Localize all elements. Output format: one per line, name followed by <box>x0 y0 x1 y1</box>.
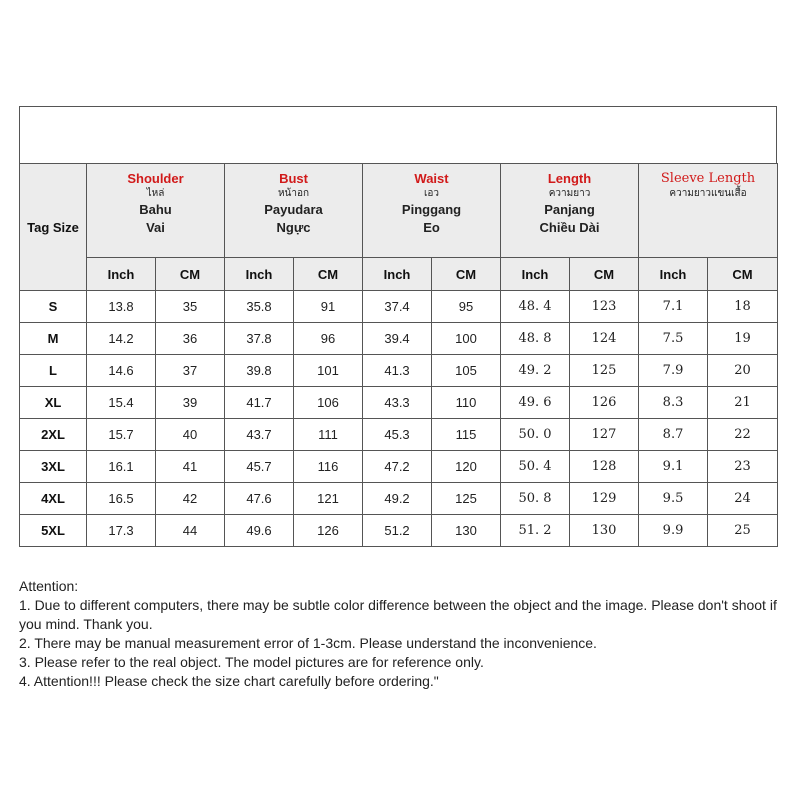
cell-bust-inch: 41.7 <box>225 387 294 419</box>
cell-sleeve-inch: 7.9 <box>639 355 708 387</box>
table-row <box>20 387 778 419</box>
cell-sleeve-inch: 7.1 <box>639 291 708 323</box>
cell-shoulder-cm: 41 <box>156 451 225 483</box>
cell-shoulder-cm: 36 <box>156 323 225 355</box>
attention-heading: Attention: <box>19 578 79 594</box>
cell-bust-cm: 106 <box>294 387 363 419</box>
column-title: Waist <box>414 170 449 186</box>
column-subtitle: Vai <box>146 219 165 235</box>
cell-bust-inch: 43.7 <box>225 419 294 451</box>
column-title: Sleeve Length <box>660 170 756 186</box>
cell-bust-cm: 96 <box>294 323 363 355</box>
table-row <box>20 355 778 387</box>
cell-bust-inch: 39.8 <box>225 355 294 387</box>
table-row <box>20 515 778 547</box>
cell-length-inch: 48. 4 <box>501 291 570 323</box>
column-subtitle: ความยาว <box>548 187 591 199</box>
cell-length-inch: 49. 2 <box>501 355 570 387</box>
cell-bust-cm: 126 <box>294 515 363 547</box>
column-subtitle: หน้าอก <box>277 187 310 199</box>
header-waist <box>363 164 501 258</box>
cell-sleeve-inch: 9.5 <box>639 483 708 515</box>
header-sleeve-length <box>639 164 778 258</box>
cell-length-cm: 124 <box>570 323 639 355</box>
cell-shoulder-cm: 42 <box>156 483 225 515</box>
attention-line: 1. Due to different computers, there may be subtle color difference between the object and the image. Please don't shoot if you mind. Thank you. <box>19 597 777 632</box>
cell-sleeve-cm: 21 <box>708 387 778 419</box>
column-subtitle: Ngực <box>276 219 311 235</box>
cell-sleeve-inch: 9.9 <box>639 515 708 547</box>
cell-waist-cm: 120 <box>432 451 501 483</box>
cell-waist-cm: 100 <box>432 323 501 355</box>
attention-line: 3. Please refer to the real object. The model pictures are for reference only. <box>19 654 484 670</box>
cell-waist-cm: 95 <box>432 291 501 323</box>
size-label: 2XL <box>20 419 87 451</box>
header-bust <box>225 164 363 258</box>
cell-waist-cm: 105 <box>432 355 501 387</box>
cell-waist-cm: 115 <box>432 419 501 451</box>
column-subtitle: Payudara <box>264 201 323 217</box>
size-label: 5XL <box>20 515 87 547</box>
column-title: Length <box>547 170 592 186</box>
cell-shoulder-inch: 15.7 <box>87 419 156 451</box>
size-label: 3XL <box>20 451 87 483</box>
chart-title-band <box>19 106 777 164</box>
header-length <box>501 164 639 258</box>
unit-inch: Inch <box>639 258 708 291</box>
cell-bust-cm: 111 <box>294 419 363 451</box>
unit-cm: CM <box>432 258 501 291</box>
cell-waist-inch: 45.3 <box>363 419 432 451</box>
cell-waist-inch: 37.4 <box>363 291 432 323</box>
cell-length-inch: 51. 2 <box>501 515 570 547</box>
cell-bust-inch: 49.6 <box>225 515 294 547</box>
cell-sleeve-cm: 19 <box>708 323 778 355</box>
cell-sleeve-cm: 25 <box>708 515 778 547</box>
cell-sleeve-inch: 8.3 <box>639 387 708 419</box>
table-row <box>20 291 778 323</box>
tag-size-header: Tag Size <box>20 164 87 291</box>
column-subtitle: Panjang <box>544 201 595 217</box>
cell-waist-inch: 47.2 <box>363 451 432 483</box>
cell-sleeve-cm: 23 <box>708 451 778 483</box>
cell-waist-cm: 125 <box>432 483 501 515</box>
unit-inch: Inch <box>501 258 570 291</box>
table-row <box>20 419 778 451</box>
table-row <box>20 483 778 515</box>
cell-sleeve-inch: 8.7 <box>639 419 708 451</box>
size-table <box>19 163 778 547</box>
cell-bust-cm: 91 <box>294 291 363 323</box>
column-subtitle: Bahu <box>139 201 172 217</box>
size-label: S <box>20 291 87 323</box>
column-title: Bust <box>279 170 308 186</box>
cell-length-inch: 49. 6 <box>501 387 570 419</box>
cell-waist-inch: 51.2 <box>363 515 432 547</box>
cell-waist-cm: 110 <box>432 387 501 419</box>
cell-shoulder-cm: 40 <box>156 419 225 451</box>
unit-row <box>20 258 778 291</box>
column-subtitle: ไหล่ <box>146 187 165 199</box>
cell-shoulder-inch: 15.4 <box>87 387 156 419</box>
attention-line: 2. There may be manual measurement error of 1-3cm. Please understand the inconvenience. <box>19 635 597 651</box>
unit-cm: CM <box>708 258 778 291</box>
cell-sleeve-inch: 9.1 <box>639 451 708 483</box>
cell-bust-cm: 116 <box>294 451 363 483</box>
table-row <box>20 323 778 355</box>
column-subtitle: Pinggang <box>401 201 462 217</box>
cell-bust-inch: 37.8 <box>225 323 294 355</box>
cell-length-inch: 50. 4 <box>501 451 570 483</box>
cell-length-cm: 130 <box>570 515 639 547</box>
cell-shoulder-inch: 13.8 <box>87 291 156 323</box>
cell-waist-inch: 49.2 <box>363 483 432 515</box>
cell-waist-cm: 130 <box>432 515 501 547</box>
cell-length-inch: 50. 0 <box>501 419 570 451</box>
size-label: XL <box>20 387 87 419</box>
cell-shoulder-cm: 37 <box>156 355 225 387</box>
column-subtitle: Eo <box>423 219 440 235</box>
size-label: 4XL <box>20 483 87 515</box>
column-subtitle: Chiều Dài <box>539 219 600 235</box>
cell-shoulder-inch: 17.3 <box>87 515 156 547</box>
table-row <box>20 451 778 483</box>
column-subtitle: เอว <box>423 187 440 199</box>
header-row <box>20 164 778 258</box>
cell-bust-cm: 121 <box>294 483 363 515</box>
column-title: Shoulder <box>127 170 184 186</box>
cell-waist-inch: 41.3 <box>363 355 432 387</box>
cell-bust-inch: 45.7 <box>225 451 294 483</box>
column-subtitle: ความยาวแขนเสื้อ <box>669 187 747 199</box>
cell-shoulder-inch: 14.2 <box>87 323 156 355</box>
cell-shoulder-inch: 16.5 <box>87 483 156 515</box>
unit-cm: CM <box>156 258 225 291</box>
cell-shoulder-inch: 14.6 <box>87 355 156 387</box>
unit-inch: Inch <box>87 258 156 291</box>
cell-bust-inch: 47.6 <box>225 483 294 515</box>
cell-bust-inch: 35.8 <box>225 291 294 323</box>
cell-waist-inch: 43.3 <box>363 387 432 419</box>
cell-length-cm: 128 <box>570 451 639 483</box>
cell-length-cm: 125 <box>570 355 639 387</box>
attention-line: 4. Attention!!! Please check the size chart carefully before ordering." <box>19 673 439 689</box>
attention-notes <box>19 577 779 691</box>
size-label: M <box>20 323 87 355</box>
cell-length-inch: 50. 8 <box>501 483 570 515</box>
header-shoulder <box>87 164 225 258</box>
unit-cm: CM <box>570 258 639 291</box>
cell-length-inch: 48. 8 <box>501 323 570 355</box>
cell-sleeve-cm: 18 <box>708 291 778 323</box>
cell-length-cm: 127 <box>570 419 639 451</box>
cell-sleeve-cm: 22 <box>708 419 778 451</box>
cell-sleeve-inch: 7.5 <box>639 323 708 355</box>
cell-shoulder-cm: 39 <box>156 387 225 419</box>
cell-waist-inch: 39.4 <box>363 323 432 355</box>
unit-cm: CM <box>294 258 363 291</box>
unit-inch: Inch <box>225 258 294 291</box>
cell-bust-cm: 101 <box>294 355 363 387</box>
cell-sleeve-cm: 24 <box>708 483 778 515</box>
unit-inch: Inch <box>363 258 432 291</box>
cell-shoulder-cm: 44 <box>156 515 225 547</box>
size-chart <box>19 106 777 547</box>
cell-shoulder-inch: 16.1 <box>87 451 156 483</box>
cell-length-cm: 126 <box>570 387 639 419</box>
cell-shoulder-cm: 35 <box>156 291 225 323</box>
size-label: L <box>20 355 87 387</box>
cell-sleeve-cm: 20 <box>708 355 778 387</box>
cell-length-cm: 129 <box>570 483 639 515</box>
cell-length-cm: 123 <box>570 291 639 323</box>
